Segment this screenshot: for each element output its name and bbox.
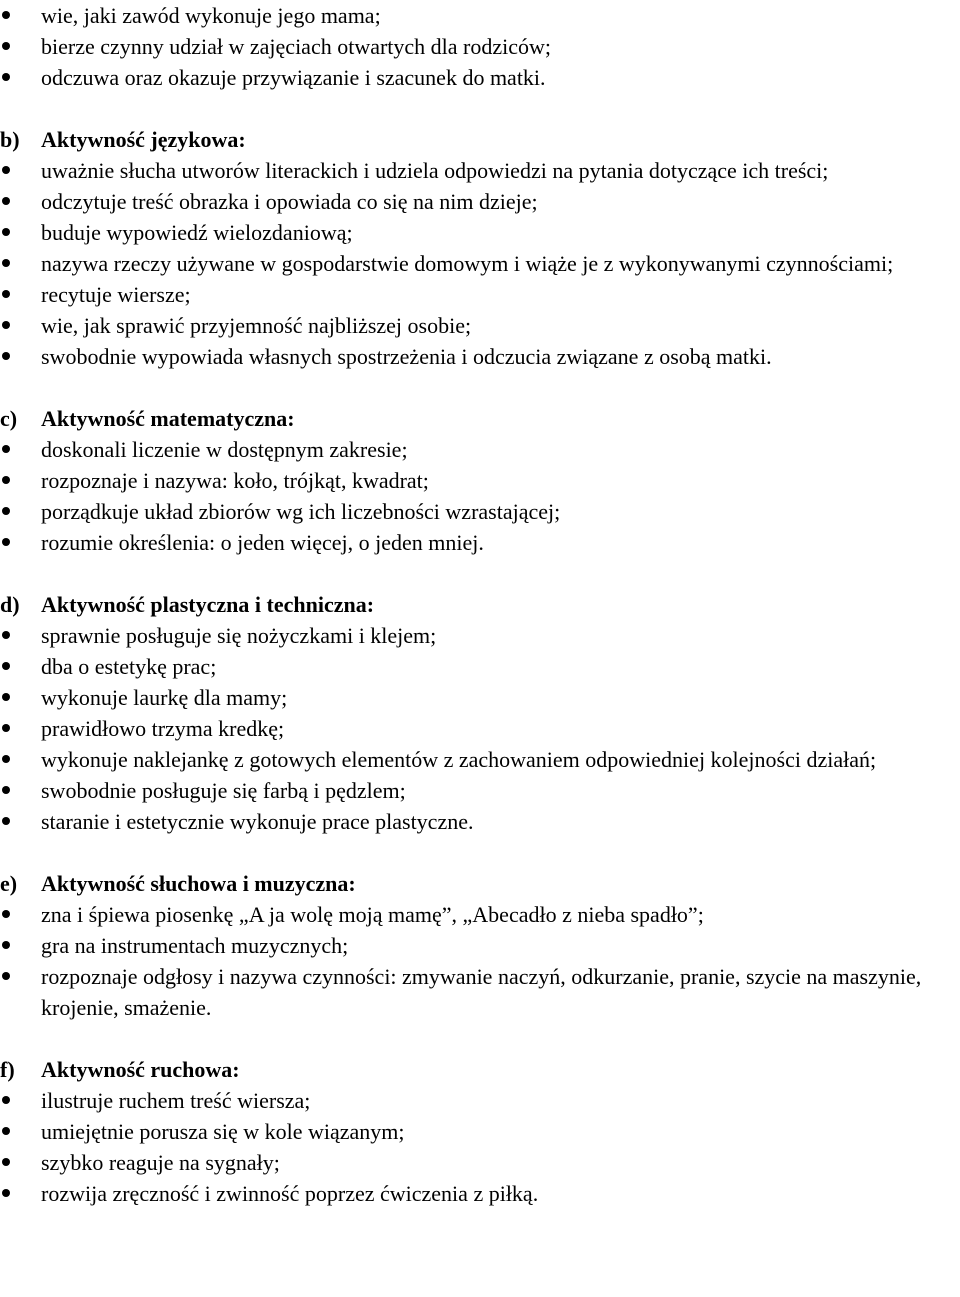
section-list	[0, 899, 960, 1023]
bullet-icon	[2, 693, 10, 701]
list-item-text: rozpoznaje i nazywa: koło, trójkąt, kwadrat;	[41, 468, 429, 493]
list-item	[0, 496, 960, 527]
list-item-text: rozpoznaje odgłosy i nazywa czynności: zmywanie naczyń, odkurzanie, pranie, szycie na maszynie, krojenie, smażenie.	[41, 964, 922, 1020]
section-title: Aktywność plastyczna i techniczna:	[41, 592, 375, 617]
list-item	[0, 899, 960, 930]
bullet-icon	[2, 1096, 10, 1104]
bullet-icon	[2, 290, 10, 298]
list-item-text: swobodnie posługuje się farbą i pędzlem;	[41, 778, 406, 803]
list-item-text: odczytuje treść obrazka i opowiada co się na nim dzieje;	[41, 189, 538, 214]
section-title: Aktywność językowa:	[41, 127, 246, 152]
section-list	[0, 155, 960, 372]
bullet-icon	[2, 910, 10, 918]
list-item	[0, 1178, 960, 1209]
list-item	[0, 620, 960, 651]
list-item	[0, 434, 960, 465]
bullet-icon	[2, 197, 10, 205]
list-item-text: prawidłowo trzyma kredkę;	[41, 716, 285, 741]
section-title: Aktywność matematyczna:	[41, 406, 295, 431]
list-item-text: buduje wypowiedź wielozdaniową;	[41, 220, 353, 245]
list-item-text: rozwija zręczność i zwinność poprzez ćwiczenia z piłką.	[41, 1181, 539, 1206]
bullet-icon	[2, 1189, 10, 1197]
list-item-text: nazywa rzeczy używane w gospodarstwie domowym i wiąże je z wykonywanymi czynnościami;	[41, 251, 894, 276]
list-item	[0, 279, 960, 310]
section-heading	[0, 589, 960, 620]
section-heading	[0, 868, 960, 899]
list-item	[0, 31, 960, 62]
list-item	[0, 930, 960, 961]
list-item	[0, 1116, 960, 1147]
list-item	[0, 1147, 960, 1178]
list-item	[0, 310, 960, 341]
list-item	[0, 961, 960, 1023]
bullet-icon	[2, 259, 10, 267]
bullet-icon	[2, 1158, 10, 1166]
section-heading	[0, 124, 960, 155]
list-item-text: sprawnie posługuje się nożyczkami i klejem;	[41, 623, 437, 648]
list-item-text: swobodnie wypowiada własnych spostrzeżenia i odczucia związane z osobą matki.	[41, 344, 772, 369]
list-item-text: bierze czynny udział w zajęciach otwartych dla rodziców;	[41, 34, 552, 59]
list-item	[0, 1085, 960, 1116]
section-list	[0, 434, 960, 558]
section-heading	[0, 403, 960, 434]
section-c	[0, 403, 960, 558]
bullet-icon	[2, 724, 10, 732]
bullet-icon	[2, 755, 10, 763]
list-item-text: wykonuje laurkę dla mamy;	[41, 685, 288, 710]
list-item	[0, 341, 960, 372]
list-item	[0, 775, 960, 806]
bullet-icon	[2, 538, 10, 546]
section-letter: f)	[0, 1057, 15, 1082]
section-letter: b)	[0, 127, 20, 152]
list-item	[0, 527, 960, 558]
intro-list	[0, 0, 960, 93]
bullet-icon	[2, 352, 10, 360]
bullet-icon	[2, 445, 10, 453]
section-heading	[0, 1054, 960, 1085]
list-item-text: umiejętnie porusza się w kole wiązanym;	[41, 1119, 405, 1144]
bullet-icon	[2, 1127, 10, 1135]
section-b	[0, 124, 960, 372]
bullet-icon	[2, 631, 10, 639]
list-item-text: porządkuje układ zbiorów wg ich liczebności wzrastającej;	[41, 499, 561, 524]
list-item-text: wykonuje naklejankę z gotowych elementów z zachowaniem odpowiedniej kolejności działań;	[41, 747, 877, 772]
list-item-text: odczuwa oraz okazuje przywiązanie i szacunek do matki.	[41, 65, 546, 90]
section-list	[0, 1085, 960, 1209]
list-item	[0, 713, 960, 744]
list-item	[0, 465, 960, 496]
list-item-text: zna i śpiewa piosenkę „A ja wolę moją mamę”, „Abecadło z nieba spadło”;	[41, 902, 704, 927]
bullet-icon	[2, 166, 10, 174]
bullet-icon	[2, 42, 10, 50]
section-letter: c)	[0, 406, 18, 431]
list-item	[0, 155, 960, 186]
bullet-icon	[2, 662, 10, 670]
bullet-icon	[2, 507, 10, 515]
list-item	[0, 62, 960, 93]
list-item-text: wie, jaki zawód wykonuje jego mama;	[41, 3, 381, 28]
bullet-icon	[2, 972, 10, 980]
list-item-text: doskonali liczenie w dostępnym zakresie;	[41, 437, 408, 462]
bullet-icon	[2, 321, 10, 329]
section-title: Aktywność słuchowa i muzyczna:	[41, 871, 356, 896]
bullet-icon	[2, 476, 10, 484]
section-letter: d)	[0, 592, 20, 617]
list-item	[0, 0, 960, 31]
list-item	[0, 806, 960, 837]
bullet-icon	[2, 228, 10, 236]
list-item-text: recytuje wiersze;	[41, 282, 191, 307]
bullet-icon	[2, 786, 10, 794]
bullet-icon	[2, 817, 10, 825]
list-item	[0, 682, 960, 713]
section-e	[0, 868, 960, 1023]
list-item-text: staranie i estetycznie wykonuje prace plastyczne.	[41, 809, 474, 834]
section-d	[0, 589, 960, 837]
list-item	[0, 248, 960, 279]
bullet-icon	[2, 941, 10, 949]
list-item-text: ilustruje ruchem treść wiersza;	[41, 1088, 311, 1113]
list-item	[0, 744, 960, 775]
list-item	[0, 217, 960, 248]
list-item	[0, 651, 960, 682]
list-item-text: wie, jak sprawić przyjemność najbliższej osobie;	[41, 313, 472, 338]
section-title: Aktywność ruchowa:	[41, 1057, 240, 1082]
bullet-icon	[2, 11, 10, 19]
section-letter: e)	[0, 871, 18, 896]
list-item-text: uważnie słucha utworów literackich i udziela odpowiedzi na pytania dotyczące ich treści;	[41, 158, 829, 183]
section-list	[0, 620, 960, 837]
list-item	[0, 186, 960, 217]
list-item-text: szybko reaguje na sygnały;	[41, 1150, 280, 1175]
bullet-icon	[2, 73, 10, 81]
list-item-text: dba o estetykę prac;	[41, 654, 217, 679]
list-item-text: gra na instrumentach muzycznych;	[41, 933, 349, 958]
list-item-text: rozumie określenia: o jeden więcej, o jeden mniej.	[41, 530, 484, 555]
section-f	[0, 1054, 960, 1209]
